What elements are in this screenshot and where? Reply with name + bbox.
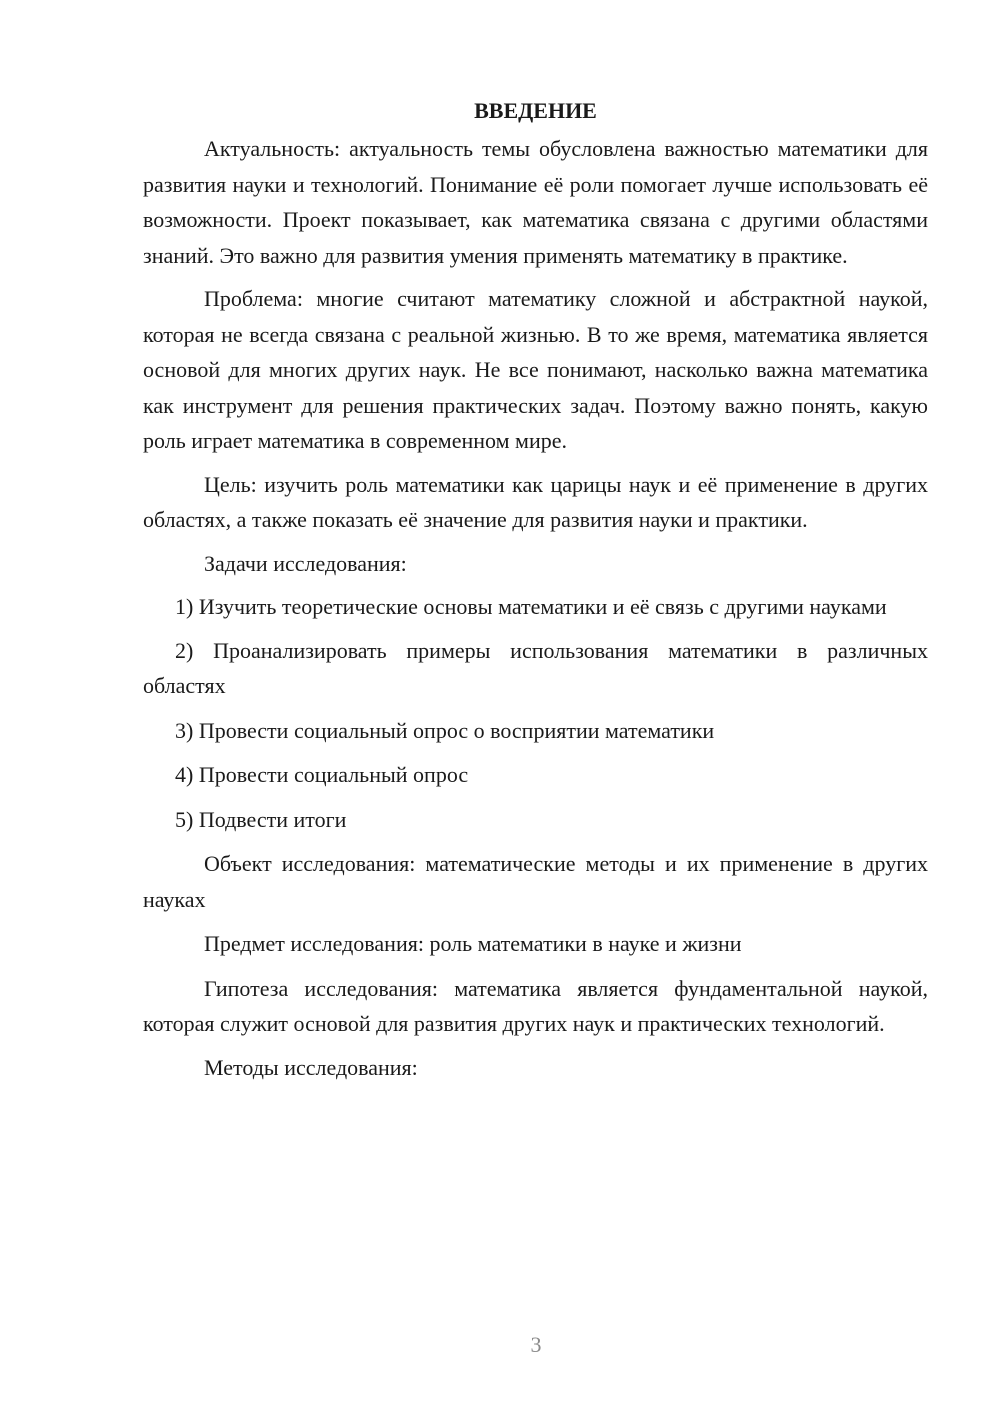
task-item-2: 2) Проанализировать примеры использования математики в различных областях: [143, 637, 928, 698]
paragraph-subject: Предмет исследования: роль математики в науке и жизни: [204, 931, 742, 956]
tasks-heading: Задачи исследования:: [204, 550, 407, 576]
page-content: [143, 93, 928, 1085]
paragraph-relevance: Актуальность: актуальность темы обусловлена важностью математики для развития науки и технологий. Понимание её роли помогает лучше использовать её возможности. Проект показывает, как математика связана с другими областями знаний. Это важно для развития умения применять математику в практике.: [143, 136, 928, 268]
paragraph-problem: Проблема: многие считают математику сложной и абстрактной наукой, которая не всегда связана с реальной жизнью. В то же время, математика является основой для многих других наук. Не все понимают, насколько важна математика как инструмент для решения практических задач. Поэтому важно понять, какую роль играет математика в современном мире.: [143, 286, 928, 453]
task-item-1: 1) Изучить теоретические основы математики и её связь с другими науками: [175, 594, 887, 619]
task-item-5: 5) Подвести итоги: [175, 806, 347, 832]
paragraph-goal: Цель: изучить роль математики как царицы наук и её применение в других областях, а также показать её значение для развития науки и практики.: [143, 471, 928, 532]
paragraph-hypothesis: Гипотеза исследования: математика является фундаментальной наукой, которая служит основой для развития других наук и практических технологий.: [143, 975, 928, 1036]
methods-heading: Методы исследования:: [204, 1054, 418, 1080]
paragraph-object: Объект исследования: математические методы и их применение в других науках: [143, 851, 928, 912]
task-item-3: 3) Провести социальный опрос о восприятии математики: [175, 717, 715, 743]
page-title: ВВЕДЕНИЕ: [474, 98, 597, 123]
task-item-4: 4) Провести социальный опрос: [175, 762, 469, 787]
page-number: 3: [530, 1332, 542, 1357]
